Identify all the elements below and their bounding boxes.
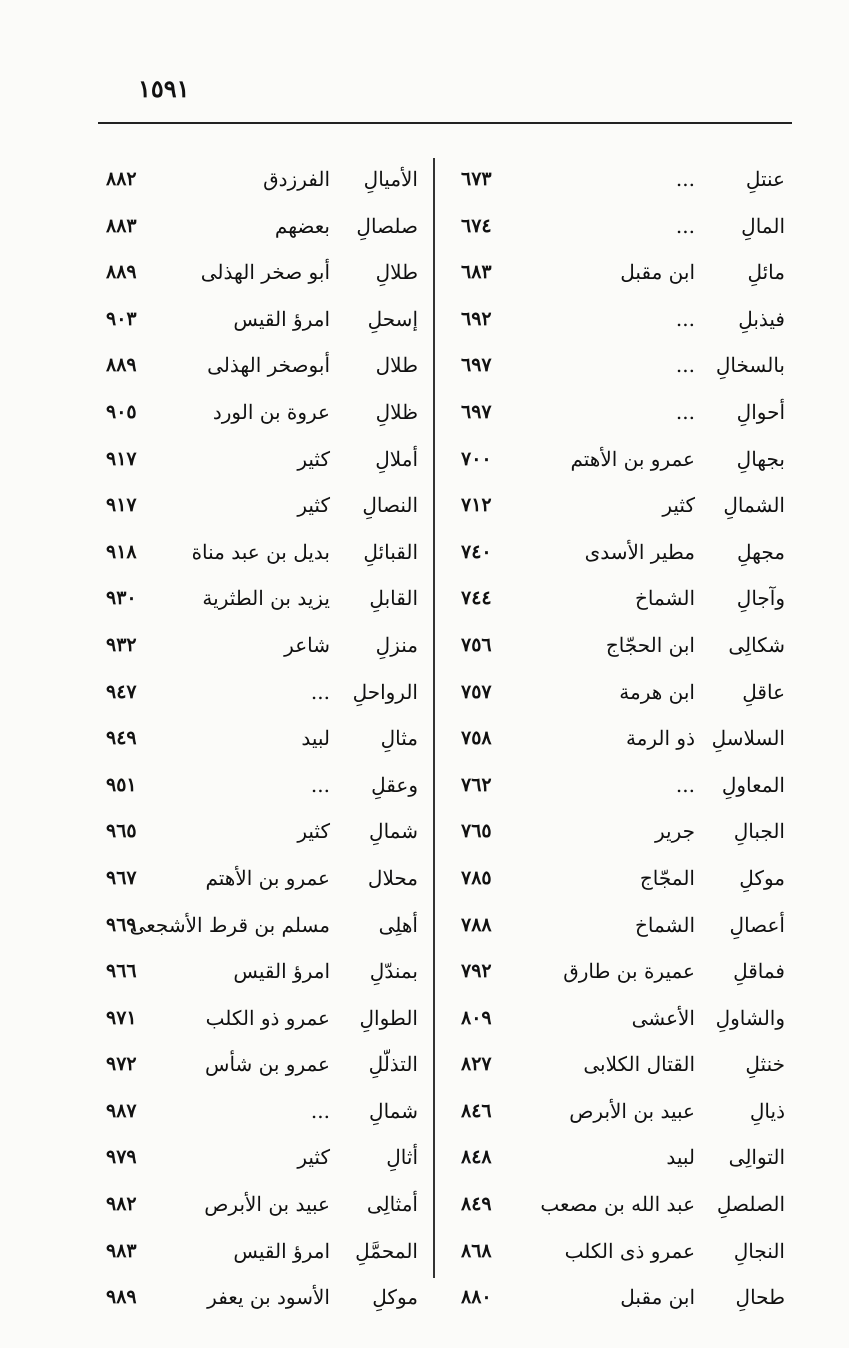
page-ref: ٨٨٣ (106, 214, 137, 237)
right-index-column (455, 160, 785, 1310)
index-row (455, 673, 785, 720)
index-row (100, 673, 418, 720)
poet-name: ... (675, 306, 695, 331)
index-row (455, 440, 785, 487)
index-row (100, 859, 418, 906)
page-ref: ٨٨٩ (106, 261, 137, 284)
poet-name: امرؤ القيس (233, 306, 330, 331)
page-ref: ٩١٧ (106, 494, 137, 517)
index-row (455, 300, 785, 347)
poet-name: ابن مقبل (620, 260, 695, 285)
rhyme-word: صلصالِ (356, 213, 418, 238)
index-row (455, 346, 785, 393)
poet-name: يزيد بن الطثرية (202, 586, 330, 611)
rhyme-word: موكلِ (372, 1285, 418, 1310)
rhyme-word: الأميالِ (363, 167, 418, 191)
rhyme-word: التوالِى (728, 1145, 785, 1170)
rhyme-word: منزلِ (375, 632, 418, 657)
rhyme-word: عنتلِ (745, 167, 785, 191)
poet-name: لبيد (301, 726, 330, 751)
header-rule (98, 122, 792, 124)
rhyme-word: أهلِى (378, 912, 418, 937)
page-ref: ٧٦٢ (461, 773, 492, 796)
poet-name: أبوصخر الهذلى (207, 353, 330, 378)
rhyme-word: شكالِى (728, 632, 785, 657)
index-row (100, 393, 418, 440)
page-ref: ٨٨٢ (106, 168, 137, 190)
poet-name: الفرزدق (263, 167, 330, 191)
index-row (455, 160, 785, 207)
index-row (100, 579, 418, 626)
rhyme-word: الرواحلِ (352, 679, 418, 704)
poet-name: عميرة بن طارق (563, 959, 695, 984)
index-row (100, 1138, 418, 1185)
page-ref: ٧٨٥ (461, 866, 492, 889)
poet-name: الشماخ (634, 912, 695, 937)
page-ref: ٦٩٧ (461, 400, 492, 423)
index-row (100, 440, 418, 487)
rhyme-word: المالِ (741, 213, 785, 238)
rhyme-word: بجهالِ (736, 446, 785, 471)
page-ref: ٩٧١ (106, 1006, 137, 1029)
page-ref: ٩٤٩ (106, 727, 137, 750)
rhyme-word: وعقلِ (371, 772, 418, 797)
rhyme-word: الجبالِ (733, 819, 785, 844)
index-row (455, 626, 785, 673)
poet-name: الأسود بن يعفر (207, 1285, 330, 1310)
index-row (100, 300, 418, 347)
index-row (100, 486, 418, 533)
index-row (455, 719, 785, 766)
index-row (100, 719, 418, 766)
page-ref: ٨٤٩ (461, 1193, 492, 1216)
page-ref: ٦٩٢ (461, 307, 492, 330)
rhyme-word: طلالِ (375, 260, 418, 285)
page-ref: ٩٠٥ (106, 400, 137, 423)
index-row (455, 486, 785, 533)
page-ref: ٩١٨ (106, 540, 137, 563)
rhyme-word: بمندّلِ (369, 959, 418, 984)
rhyme-word: إسحلِ (367, 306, 418, 331)
page-ref: ٨٢٧ (461, 1053, 492, 1076)
rhyme-word: الشمالِ (723, 493, 785, 518)
index-row (100, 1185, 418, 1232)
index-row (455, 1278, 785, 1325)
poet-name: كثير (297, 819, 330, 844)
poet-name: كثير (297, 446, 330, 471)
rhyme-word: موكلِ (739, 865, 785, 890)
rhyme-word: أمثالِى (366, 1192, 418, 1217)
poet-name: ... (310, 1098, 330, 1123)
page-ref: ٩٦٦ (106, 960, 137, 983)
page-ref: ٧٠٠ (461, 447, 492, 470)
page-ref: ٩٦٩ (106, 913, 137, 936)
poet-name: كثير (297, 493, 330, 518)
page-ref: ٧٥٦ (461, 633, 492, 656)
poet-name: بديل بن عبد مناة (191, 539, 330, 564)
rhyme-word: عاقلِ (742, 679, 785, 704)
page-ref: ٨٠٩ (461, 1006, 492, 1029)
poet-name: امرؤ القيس (233, 1238, 330, 1263)
rhyme-word: السلاسلِ (711, 726, 785, 751)
poet-name: ... (675, 167, 695, 191)
index-row (455, 1092, 785, 1139)
index-row (455, 1232, 785, 1279)
index-row (100, 533, 418, 580)
rhyme-word: المحمَّلِ (355, 1238, 418, 1263)
index-row (100, 766, 418, 813)
left-index-column (100, 160, 418, 1310)
index-row (455, 207, 785, 254)
page-ref: ٩٦٥ (106, 820, 137, 843)
page-ref: ٩٥١ (106, 773, 137, 796)
poet-name: عبيد بن الأبرص (204, 1192, 330, 1217)
index-row (455, 812, 785, 859)
poet-name: ... (675, 353, 695, 378)
poet-name: ابن مقبل (620, 1285, 695, 1310)
poet-name: عمرو ذى الكلب (564, 1238, 695, 1263)
poet-name: ابن الحجّاج (605, 632, 695, 657)
poet-name: ذو الرمة (625, 726, 695, 751)
rhyme-word: القبائلِ (363, 539, 418, 564)
poet-name: مسلم بن قرط الأشجعى (129, 912, 330, 937)
rhyme-word: أثالِ (386, 1145, 418, 1170)
rhyme-word: مائلِ (747, 260, 785, 285)
page-ref: ٦٩٧ (461, 354, 492, 377)
poet-name: ابن هرمة (619, 679, 695, 704)
poet-name: ... (675, 772, 695, 797)
page-ref: ٨٤٦ (461, 1099, 492, 1122)
poet-name: عمرو ذو الكلب (205, 1005, 330, 1030)
index-row (100, 1232, 418, 1279)
rhyme-word: النصالِ (362, 493, 418, 518)
poet-name: ... (675, 213, 695, 238)
index-row (100, 999, 418, 1046)
index-row (455, 533, 785, 580)
index-row (455, 1185, 785, 1232)
rhyme-word: مثالِ (380, 726, 418, 751)
index-row (455, 1138, 785, 1185)
rhyme-word: بالسخالِ (715, 353, 785, 378)
rhyme-word: ظلالِ (375, 399, 418, 424)
index-row (100, 812, 418, 859)
poet-name: امرؤ القيس (233, 959, 330, 984)
column-divider (433, 158, 435, 1278)
page-ref: ٩٧٩ (106, 1146, 137, 1169)
rhyme-word: طحالِ (735, 1285, 785, 1310)
rhyme-word: والشاولِ (715, 1005, 785, 1030)
index-row (100, 1278, 418, 1325)
rhyme-word: فماقلِ (733, 959, 785, 984)
rhyme-word: طلال (375, 353, 418, 378)
poet-name: بعضهم (274, 213, 330, 238)
index-row (100, 346, 418, 393)
index-row (455, 906, 785, 953)
poet-name: لبيد (666, 1145, 695, 1170)
page-ref: ٧٦٥ (461, 820, 492, 843)
rhyme-word: الصلصلِ (716, 1192, 785, 1217)
page-ref: ٩٠٣ (106, 307, 137, 330)
index-row (100, 906, 418, 953)
page-ref: ٩٨٧ (106, 1099, 137, 1122)
page-ref: ٨٨٠ (461, 1286, 492, 1309)
index-row (100, 626, 418, 673)
page-ref: ٨٤٨ (461, 1146, 492, 1169)
poet-name: كثير (662, 493, 695, 518)
index-row (455, 1045, 785, 1092)
index-row (100, 207, 418, 254)
rhyme-word: أحوالِ (736, 399, 785, 424)
rhyme-word: التذلّلِ (368, 1052, 418, 1077)
rhyme-word: محلال (367, 865, 418, 890)
page-ref: ٨٨٩ (106, 354, 137, 377)
index-row (100, 1092, 418, 1139)
page-number: ١٥٩١ (138, 74, 190, 103)
rhyme-word: القابلِ (369, 586, 418, 611)
page-ref: ٧١٢ (461, 494, 492, 517)
rhyme-word: شمالِ (369, 819, 418, 844)
poet-name: ... (310, 772, 330, 797)
page-ref: ٩٤٧ (106, 680, 137, 703)
page-ref: ٧٥٨ (461, 727, 492, 750)
rhyme-word: مجهلِ (737, 539, 785, 564)
index-row (100, 1045, 418, 1092)
page-ref: ٧٩٢ (461, 960, 492, 983)
page-ref: ٩٨٩ (106, 1286, 137, 1309)
poet-name: المجّاج (639, 865, 695, 890)
poet-name: جرير (655, 819, 695, 844)
poet-name: الأعشى (631, 1005, 695, 1030)
index-row (455, 579, 785, 626)
index-row (455, 766, 785, 813)
index-row (455, 952, 785, 999)
poet-name: ... (310, 679, 330, 704)
index-row (100, 253, 418, 300)
rhyme-word: خنثلِ (745, 1052, 785, 1077)
rhyme-word: فيذبلِ (738, 306, 785, 331)
page-ref: ٩٣٢ (106, 633, 137, 656)
poet-name: عمرو بن شأس (205, 1052, 330, 1077)
page-ref: ٧٤٤ (461, 587, 492, 610)
index-row (455, 999, 785, 1046)
poet-name: أبو صخر الهذلى (200, 260, 330, 285)
poet-name: عروة بن الورد (212, 399, 330, 424)
page-ref: ٩١٧ (106, 447, 137, 470)
page-ref: ٦٧٤ (461, 214, 492, 237)
rhyme-word: وآجالِ (736, 586, 785, 611)
page-ref: ٩٣٠ (106, 587, 137, 610)
poet-name: ... (675, 399, 695, 424)
rhyme-word: المعاولِ (721, 772, 785, 797)
page-ref: ٩٧٢ (106, 1053, 137, 1076)
index-row (455, 253, 785, 300)
poet-name: مطير الأسدى (584, 539, 695, 564)
index-row (100, 160, 418, 207)
poet-name: عبد الله بن مصعب (540, 1192, 695, 1217)
poet-name: عمرو بن الأهتم (570, 446, 695, 471)
index-row (455, 393, 785, 440)
poet-name: كثير (297, 1145, 330, 1170)
page-ref: ٨٦٨ (461, 1239, 492, 1262)
rhyme-word: ذيالِ (749, 1098, 785, 1123)
index-row (100, 952, 418, 999)
page-ref: ٦٧٣ (461, 168, 492, 190)
rhyme-word: الطوالِ (359, 1005, 418, 1030)
page-ref: ٩٨٣ (106, 1239, 137, 1262)
poet-name: الشماخ (634, 586, 695, 611)
poet-name: عبيد بن الأبرص (569, 1098, 695, 1123)
page-ref: ٩٦٧ (106, 866, 137, 889)
poet-name: عمرو بن الأهتم (205, 865, 330, 890)
rhyme-word: أعصالِ (729, 912, 785, 937)
page-ref: ٩٨٢ (106, 1193, 137, 1216)
poet-name: شاعر (284, 632, 330, 657)
page-ref: ٧٨٨ (461, 913, 492, 936)
poet-name: القتال الكلابى (583, 1052, 695, 1077)
page-ref: ٧٥٧ (461, 680, 492, 703)
page-ref: ٦٨٣ (461, 261, 492, 284)
rhyme-word: أملالِ (375, 446, 418, 471)
rhyme-word: النجالِ (733, 1238, 785, 1263)
rhyme-word: شمالِ (369, 1098, 418, 1123)
page-ref: ٧٤٠ (461, 540, 492, 563)
index-row (455, 859, 785, 906)
